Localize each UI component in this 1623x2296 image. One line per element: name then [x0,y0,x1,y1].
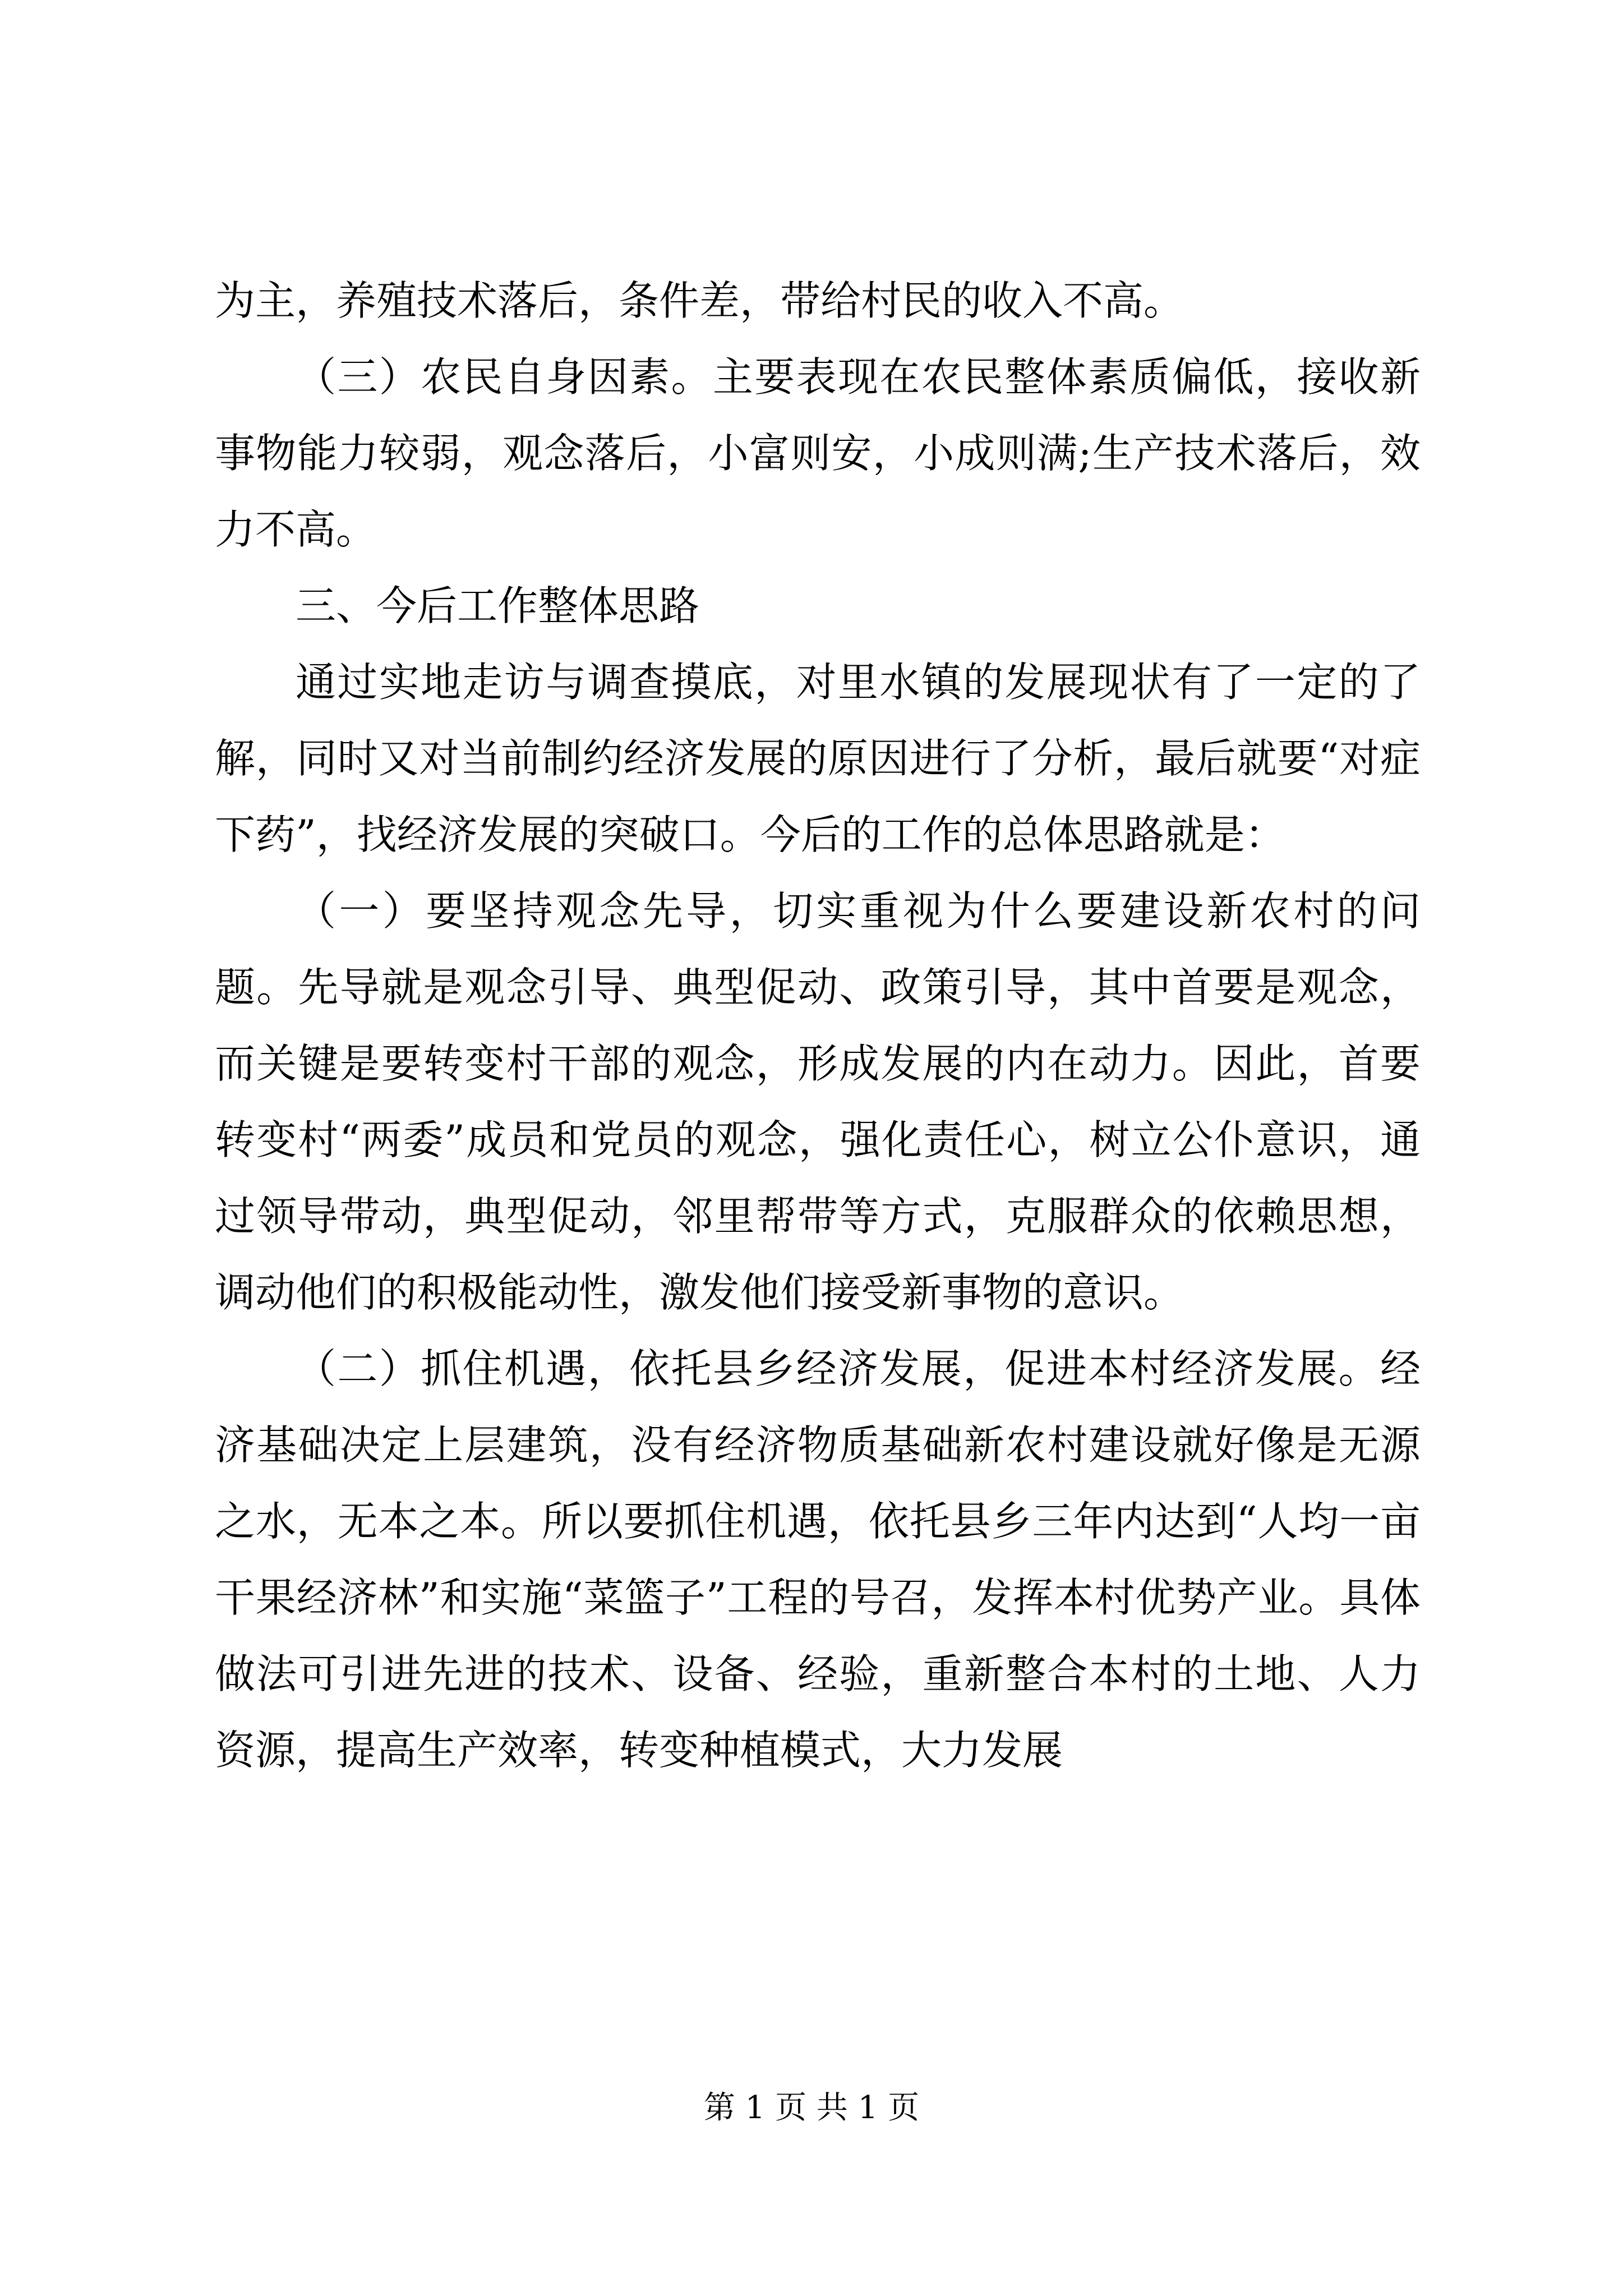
paragraph-5: （二）抓住机遇，依托县乡经济发展，促进本村经济发展。经济基础决定上层建筑，没有经济物质基础新农村建设就好像是无源之水，无本之本。所以要抓住机遇，依托县乡三年内达到“人均一亩干果经济林”和实施“菜篮子”工程的号召，发挥本村优势产业。具体做法可引进先进的技术、设备、经验，重新整合本村的土地、人力资源，提高生产效率，转变种植模式，大力发展 [215,1345,1421,1774]
section-heading: 三、今后工作整体思路 [296,582,700,629]
paragraph-2: （三）农民自身因素。主要表现在农民整体素质偏低，接收新事物能力较弱，观念落后，小富则安，小成则满;生产技术落后，效力不高。 [215,353,1421,553]
document-body [215,263,1421,1788]
paragraph-1: 为主，养殖技术落后，条件差，带给村民的收入不高。 [215,277,1184,324]
page-footer [0,2086,1623,2131]
paragraph-3: 通过实地走访与调查摸底，对里水镇的发展现状有了一定的了解，同时又对当前制约经济发展的原因进行了分析，最后就要“对症下药”，找经济发展的突破口。今后的工作的总体思路就是： [215,659,1421,858]
page-number-label: 第 1 页 共 1 页 [703,2090,920,2126]
paragraph-4: （一）要坚持观念先导，切实重视为什么要建设新农村的问题。先导就是观念引导、典型促动、政策引导，其中首要是观念，而关键是要转变村干部的观念，形成发展的内在动力。因此，首要转变村“两委”成员和党员的观念，强化责任心，树立公仆意识，通过领导带动，典型促动，邻里帮带等方式，克服群众的依赖思想，调动他们的积极能动性，激发他们接受新事物的意识。 [215,887,1421,1316]
